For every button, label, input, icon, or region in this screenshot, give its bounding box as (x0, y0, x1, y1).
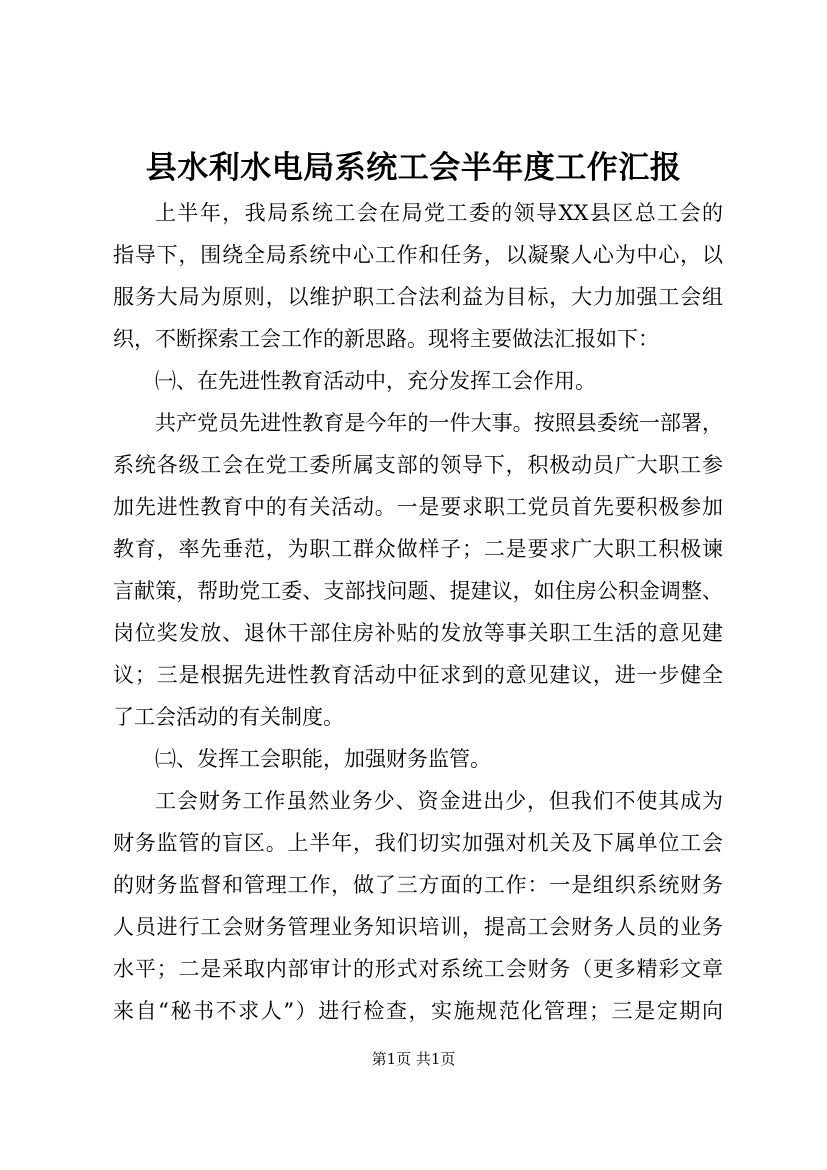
body-line: 言献策，帮助党工委、支部找问题、提建议，如住房公积金调整、 (113, 579, 723, 603)
body-line: 织，不断探索工会工作的新思路。现将主要做法汇报如下： (113, 327, 659, 351)
page-footer: 第1页 共1页 (371, 1050, 456, 1068)
body-line: 来自“秘书不求人”）进行检查，实施规范化管理；三是定期向 (113, 999, 723, 1023)
body-line: 的财务监督和管理工作，做了三方面的工作：一是组织系统财务 (113, 873, 723, 897)
body-line: 加先进性教育中的有关活动。一是要求职工党员首先要积极参加 (113, 495, 723, 519)
body-line: 指导下，围绕全局系统中心工作和任务，以凝聚人心为中心，以 (113, 243, 723, 267)
section-heading: ㈠、在先进性教育活动中，充分发挥工会作用。 (155, 369, 596, 393)
body-line: 服务大局为原则，以维护职工合法利益为目标，大力加强工会组 (113, 285, 723, 309)
document-title: 县水利水电局系统工会半年度工作汇报 (145, 150, 682, 186)
body-line: 议；三是根据先进性教育活动中征求到的意见建议，进一步健全 (113, 663, 723, 687)
body-line: 共产党员先进性教育是今年的一件大事。按照县委统一部署， (155, 411, 723, 435)
body-line: 教育，率先垂范，为职工群众做样子；二是要求广大职工积极谏 (113, 537, 723, 561)
body-line: 工会财务工作虽然业务少、资金进出少，但我们不使其成为 (155, 789, 723, 813)
body-line: 岗位奖发放、退休干部住房补贴的发放等事关职工生活的意见建 (113, 621, 723, 645)
body-line: 系统各级工会在党工委所属支部的领导下，积极动员广大职工参 (113, 453, 723, 477)
body-line: 人员进行工会财务管理业务知识培训，提高工会财务人员的业务 (113, 915, 723, 939)
body-line: 水平；二是采取内部审计的形式对系统工会财务（更多精彩文章 (113, 957, 723, 981)
body-line: 了工会活动的有关制度。 (113, 705, 344, 729)
body-line: 上半年，我局系统工会在局党工委的领导XX县区总工会的 (155, 201, 723, 225)
section-heading: ㈡、发挥工会职能，加强财务监管。 (155, 747, 491, 771)
body-line: 财务监管的盲区。上半年，我们切实加强对机关及下属单位工会 (113, 831, 723, 855)
